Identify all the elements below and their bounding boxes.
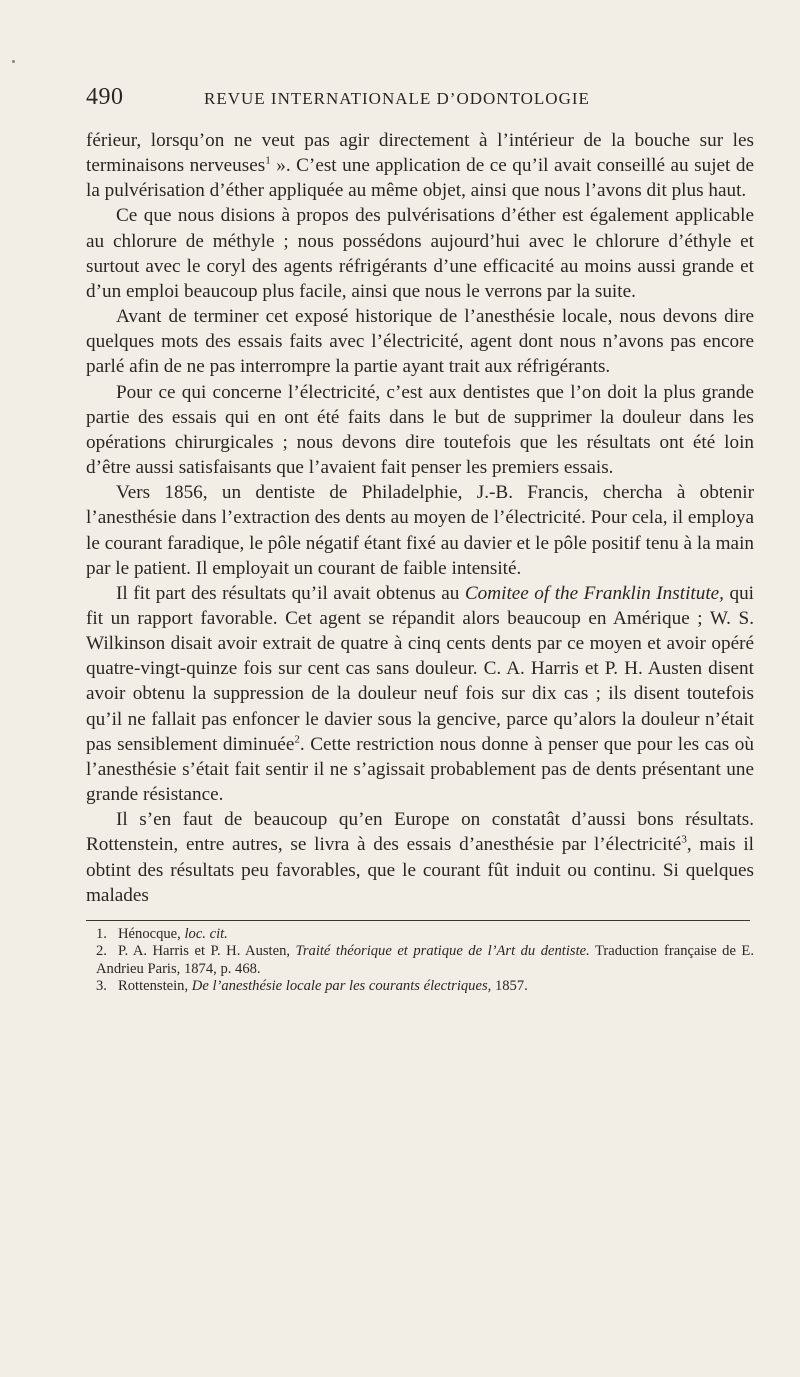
footnote-text-end: 1857. — [491, 978, 528, 995]
paragraph-6-text-end: . Cette restriction nous donne à penser que pour les cas où l’anesthésie s’était fait sentir il ne s’agissait probablement pas de dents présentant une grande résistance. — [86, 733, 754, 806]
paragraph-6-text-start: Il fit part des résultats qu’il avait obtenus au — [116, 582, 465, 604]
paragraph-7-text-start: Il s’en faut de beaucoup qu’en Europe on constatât d’aussi bons résultats. Rottenstein, entre autres, se livra à des essais d’anesthésie par l’électricité — [86, 809, 754, 856]
paragraph-2: Ce que nous disions à propos des pulvérisations d’éther est également applicable au chlorure de méthyle ; nous possédons aujourd’hui avec le chlorure d’éthyle et surtout avec le coryl des agents réfrigérants d’une efficacité au moins aussi grande et d’un emploi beaucoup plus facile, ainsi que nous le verrons par la suite. — [86, 205, 754, 302]
page — [86, 84, 754, 996]
paragraph-4: Pour ce qui concerne l’électricité, c’est aux dentistes que l’on doit la plus grande partie des essais qui en ont été faits dans le but de supprimer la douleur dans les opérations chirurgicales ; nous devons dire toutefois que les résultats ont été loin d’être aussi satisfaisants que l’avaient fait penser les premiers essais. — [86, 381, 754, 479]
page-header — [86, 84, 754, 128]
footnote-ref-3: 3 — [681, 833, 687, 846]
paragraph-1-text-end: ». C’est une application de ce qu’il avait conseillé au sujet de la pulvérisation d’éther appliquée au même objet, ainsi que nous l’avons dit plus haut. — [86, 155, 754, 202]
page-number: 490 — [86, 84, 124, 110]
footnote-text: Rottenstein, — [118, 978, 192, 995]
footnote-number: 2. — [96, 943, 107, 960]
footnote-number: 3. — [96, 978, 107, 995]
paragraph-5: Vers 1856, un dentiste de Philadelphie, J.-B. Francis, chercha à obtenir l’anesthésie dans l’extraction des dents au moyen de l’électricité. Pour cela, il employa le courant faradique, le pôle négatif étant fixé au davier et le pôle positif tenu à la main par le patient. Il employait un courant de faible intensité. — [86, 482, 754, 579]
footnotes — [86, 926, 754, 996]
footnote-italic: De l’anesthésie locale par les courants électriques, — [191, 978, 492, 995]
footnote-1 — [86, 926, 754, 944]
paragraph-6-text-mid: qui fit un rapport favorable. Cet agent se répandit alors beaucoup en Amérique ; W. S. Wilkinson disait avoir extrait de quatre à cinq cents dents par ce moyen et avoir opéré quatre-vingt-quinze fois sur cent cas sans douleur. C. A. Harris et P. H. Austen disent avoir obtenu la suppression de la douleur neuf fois sur dix cas ; ils disent toutefois qu’il ne fallait pas enfoncer le davier sous la gencive, parce qu’alors la douleur n’était pas sensiblement diminuée — [86, 582, 754, 755]
paragraph-7-text-end: , mais il obtint des résultats peu favorables, que le courant fût induit ou continu. Si quelques malades — [86, 834, 755, 906]
paragraph-6 — [86, 581, 754, 807]
footnote-divider — [86, 920, 750, 921]
footnote-text: P. A. Harris et P. H. Austen, — [118, 943, 296, 960]
footnote-ref-1: 1 — [265, 154, 271, 167]
footnote-ref-2: 2 — [294, 733, 300, 746]
paragraph-7 — [86, 807, 754, 908]
footnote-2 — [86, 943, 754, 978]
paragraph-3: Avant de terminer cet exposé historique de l’anesthésie locale, nous devons dire quelques mots des essais faits avec l’électricité, agent dont nous n’avons pas encore parlé afin de ne pas interrompre la partie ayant trait aux réfrigérants. — [86, 306, 754, 378]
paragraph-1-text: férieur, lorsqu’on ne veut pas agir directement à l’intérieur de la bouche sur les terminaisons nerveuses — [86, 130, 754, 177]
footnote-italic: Traité théorique et pratique de l’Art du dentiste. — [295, 943, 590, 960]
footnote-text: Hénocque, — [118, 925, 185, 942]
paragraph-1 — [86, 128, 754, 203]
footnote-number: 1. — [96, 925, 107, 942]
body-text — [86, 128, 754, 908]
footnote-italic: loc. cit. — [184, 925, 228, 942]
running-title: REVUE INTERNATIONALE D’ODONTOLOGIE — [204, 89, 590, 108]
paragraph-6-italic: Comitee of the Franklin Institute, — [464, 582, 724, 604]
margin-speck — [12, 60, 15, 63]
footnote-text-end: Traduction française de E. Andrieu Paris, 1874, p. 468. — [96, 943, 754, 977]
footnote-3 — [86, 978, 754, 996]
